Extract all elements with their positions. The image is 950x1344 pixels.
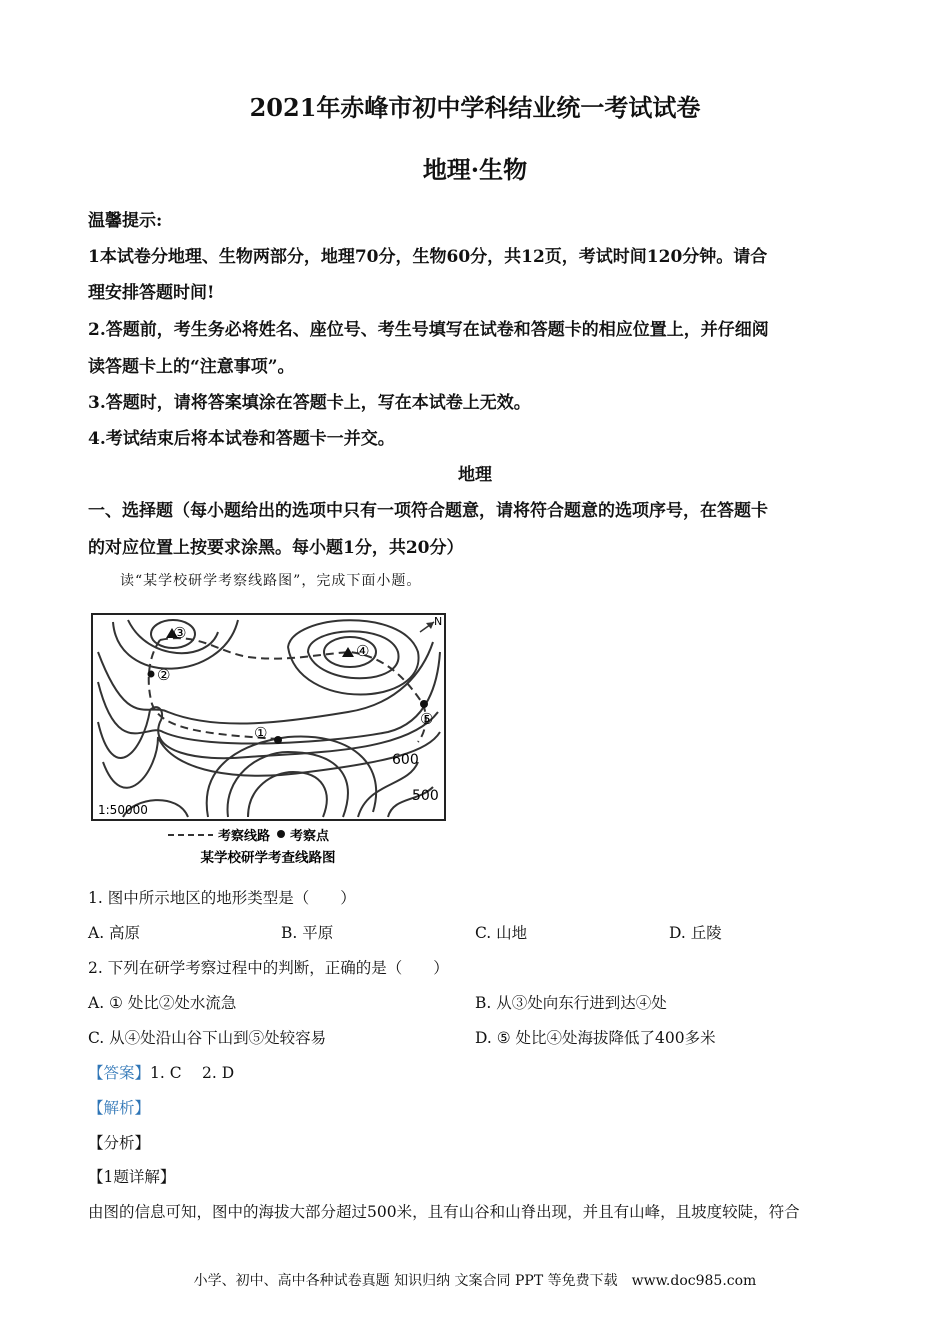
label-point-3: ③ bbox=[173, 624, 187, 642]
survey-point-1 bbox=[274, 736, 282, 744]
notice-item-2-line-1: 2.答题前，考生务必将姓名、座位号、考生号填写在试卷和答题卡的相应位置上，并仔细阅 bbox=[88, 320, 769, 340]
exam-subtitle: 地理·生物 bbox=[422, 155, 528, 184]
analysis-body: 由图的信息可知，图中的海拔大部分超过500米，且有山谷和山脊出现，并且有山峰，且坡度较陡，符合 bbox=[88, 1203, 800, 1221]
contour-map bbox=[88, 612, 448, 882]
north-label: N bbox=[434, 615, 443, 628]
notice-item-2-line-2: 读答题卡上的“注意事项”。 bbox=[88, 357, 295, 377]
notice-item-3: 3.答题时，请将答案填涂在答题卡上，写在本试卷上无效。 bbox=[88, 393, 531, 413]
notice-heading: 温馨提示: bbox=[88, 211, 163, 231]
answer-line bbox=[88, 1061, 234, 1083]
question-2-option-a: A. ① 处比②处水流急 bbox=[88, 994, 237, 1012]
exam-title: 2021年赤峰市初中学科结业统一考试试卷 bbox=[249, 93, 701, 122]
contour-map-figure bbox=[88, 612, 448, 882]
label-point-2: ② bbox=[157, 666, 171, 684]
legend-point-icon bbox=[277, 830, 285, 838]
question-1-option-d: D. 丘陵 bbox=[669, 924, 722, 942]
label-point-1: ① bbox=[254, 724, 268, 742]
question-1-option-b: B. 平原 bbox=[281, 924, 334, 942]
analysis-tag: 【解析】 bbox=[88, 1099, 151, 1117]
question-2-stem: 2. 下列在研学考察过程中的判断，正确的是（ ） bbox=[88, 959, 449, 977]
question-1-detail-tag: 【1题详解】 bbox=[88, 1168, 176, 1186]
notice-item-4: 4.考试结束后将本试卷和答题卡一并交。 bbox=[88, 429, 395, 449]
label-point-4: ④ bbox=[356, 642, 370, 660]
legend-point-label: 考察点 bbox=[290, 829, 330, 844]
map-frame bbox=[92, 614, 445, 820]
answer-tag: 【答案】 bbox=[88, 1064, 151, 1082]
question-2-option-d: D. ⑤ 处比④处海拔降低了400多米 bbox=[475, 1029, 716, 1047]
question-2-option-b: B. 从③处向东行进到达④处 bbox=[475, 994, 667, 1012]
question-1-option-a: A. 高原 bbox=[88, 924, 141, 942]
part-one-instructions-line-1: 一、选择题（每小题给出的选项中只有一项符合题意，请将符合题意的选项序号，在答题卡 bbox=[88, 501, 768, 521]
part-one-instructions-line-2: 的对应位置上按要求涂黑。每小题1分，共20分） bbox=[88, 538, 464, 558]
fenxi-tag: 【分析】 bbox=[88, 1134, 151, 1152]
page-footer: 小学、初中、高中各种试卷真题 知识归纳 文案合同 PPT 等免费下载 www.doc985.com bbox=[193, 1273, 757, 1289]
survey-point-2 bbox=[148, 671, 155, 678]
label-point-5: ⑤ bbox=[420, 710, 434, 728]
notice-item-1-line-2: 理安排答题时间! bbox=[88, 283, 215, 303]
subject-heading: 地理 bbox=[458, 465, 492, 485]
question-2-option-c: C. 从④处沿山谷下山到⑤处较容易 bbox=[88, 1029, 327, 1047]
label-contour-500: 500 bbox=[412, 788, 439, 804]
question-1-option-c: C. 山地 bbox=[475, 924, 528, 942]
map-scale: 1:50000 bbox=[98, 803, 148, 817]
label-contour-600: 600 bbox=[392, 752, 419, 768]
legend-route-label: 考察线路 bbox=[218, 829, 271, 844]
map-caption: 某学校研学考查线路图 bbox=[200, 850, 336, 866]
question-intro: 读“某学校研学考察线路图”，完成下面小题。 bbox=[120, 573, 422, 589]
question-1-stem: 1. 图中所示地区的地形类型是（ ） bbox=[88, 889, 356, 907]
answer-text: 1. C 2. D bbox=[150, 1064, 235, 1082]
notice-item-1-line-1: 1本试卷分地理、生物两部分，地理70分，生物60分，共12页，考试时间120分钟。请合 bbox=[88, 247, 768, 267]
survey-point-5 bbox=[420, 700, 428, 708]
